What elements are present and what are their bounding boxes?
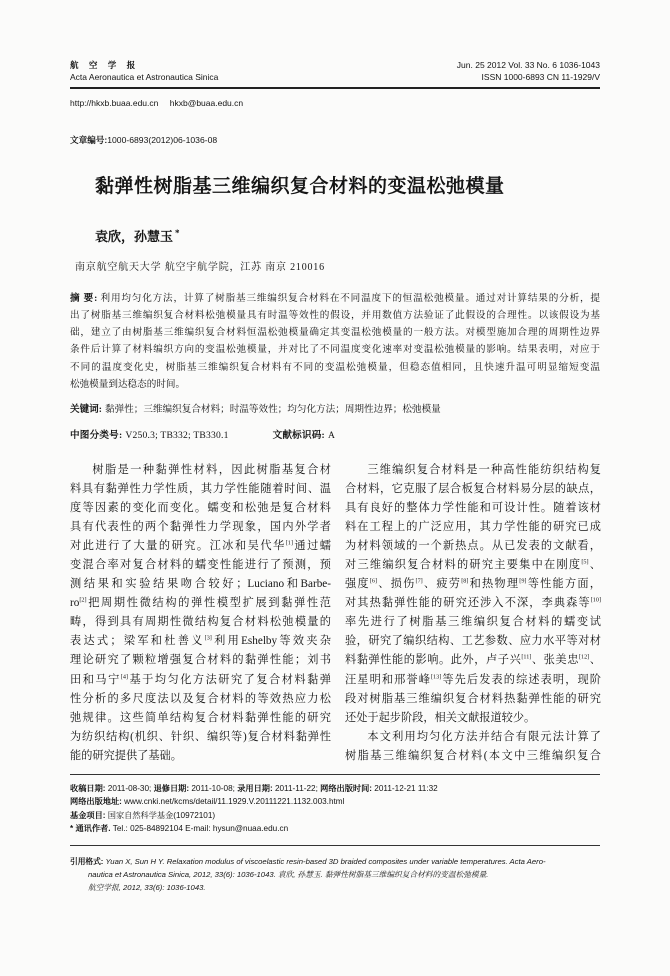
footnote-label: 网络出版地址: bbox=[70, 797, 122, 807]
footnotes-block bbox=[70, 782, 600, 835]
author-names: 袁欣，孙慧玉 bbox=[95, 229, 174, 244]
footnote-label: * 通讯作者. bbox=[70, 823, 111, 833]
footnote-label: 网络出版时间: bbox=[320, 784, 373, 793]
body-text-line: 验，研究了编织结构、工艺参数、应力水平等对材 bbox=[345, 635, 601, 648]
reference-marker[interactable]: [7] bbox=[415, 578, 423, 585]
footnote-label: 基金项目: bbox=[70, 810, 106, 820]
clc-label: 中图分类号: bbox=[70, 430, 123, 441]
footnote-line bbox=[70, 822, 600, 835]
footnote-value: 2011-12-21 11:32 bbox=[372, 784, 438, 793]
clc-group bbox=[70, 430, 229, 441]
reference-marker[interactable]: [9] bbox=[519, 578, 527, 585]
body-text-line: 合材料，它克服了层合板复合材料易分层的缺点， bbox=[345, 482, 601, 495]
reference-marker[interactable]: [12] bbox=[578, 654, 590, 661]
footnote-value: 2011-11-22; bbox=[272, 784, 321, 793]
journal-header-left bbox=[70, 59, 218, 83]
doc-code-value: A bbox=[327, 430, 336, 441]
footnote-line bbox=[70, 809, 600, 822]
body-text-line: 树脂基三维编织复合材料(本文中三维编织复合 bbox=[345, 749, 601, 762]
body-text-line: 本文利用均匀化方法并结合有限元法计算了 bbox=[367, 730, 601, 743]
abstract-label: 摘 要: bbox=[70, 292, 98, 304]
footnote-label: 收稿日期: bbox=[70, 784, 106, 793]
citation-text: 航空学报, 2012, 33(6): 1036-1043. bbox=[88, 883, 206, 893]
reference-marker[interactable]: [13] bbox=[431, 673, 442, 680]
body-text-line: 树脂是一种黏弹性材料，因此树脂基复合材 bbox=[92, 463, 331, 476]
body-text-line: 为材料领域的一个新热点。从已发表的文献看， bbox=[345, 539, 601, 552]
body-text-line: 料在工程上的广泛应用，其力学性能的研究已成 bbox=[345, 520, 601, 533]
body-text-line: 为纺织结构(机织、针织、编织等)复合材料黏弹性 bbox=[70, 730, 331, 743]
citation-line bbox=[70, 868, 605, 881]
reference-marker[interactable]: [8] bbox=[461, 578, 469, 585]
body-text-line: 强度[6]、损伤[7]、疲劳[8]和热物理[9]等性能方面， bbox=[345, 578, 601, 591]
abstract-line: 摘 要: 利用均匀化方法，计算了树脂基三维编织复合材料在不同温度下的恒温松弛模量。通过对计算结果的分析，提 bbox=[70, 292, 600, 304]
paper-title: 黏弹性树脂基三维编织复合材料的变温松弛模量 bbox=[95, 176, 505, 197]
footnote-line bbox=[70, 795, 600, 808]
body-text-line: 能的研究提供了基础。 bbox=[70, 749, 182, 762]
author-line bbox=[95, 227, 180, 247]
journal-name-cn: 航 空 学 报 bbox=[70, 60, 140, 70]
abstract-line: 松弛模量到达稳态的时间。 bbox=[70, 378, 186, 390]
abstract-line: 出了树脂基三维编织复合材料松弛模量具有时温等效性的假设，并用数值方法验证了此假设的合理性。以该假设为基 bbox=[70, 309, 600, 321]
abstract-line: 条件后计算了材料编织方向的变温松弛模量，并对比了不同温度变化速率对变温松弛模量的影响。结果表明，对应于 bbox=[70, 344, 600, 356]
body-text-line: 田和马宁[4]基于均匀化方法研究了复合材料黏弹 bbox=[70, 673, 331, 686]
footnote-value: 2011-08-30; bbox=[105, 784, 154, 793]
header-rule bbox=[70, 87, 600, 89]
body-text-line: 还处于起步阶段，相关文献报道较少。 bbox=[345, 711, 536, 724]
article-number-value: 1000-6893(2012)06-1036-08 bbox=[107, 135, 218, 145]
body-text-line: 汪星明和邢誉峰[13]等先后发表的综述表明，现阶 bbox=[345, 673, 601, 686]
body-text-line: 变混合率对复合材料的蠕变性能进行了预测，预 bbox=[70, 558, 331, 571]
body-text-line: 段对树脂基三维编织复合材料热黏弹性能的研究 bbox=[345, 692, 601, 705]
abstract-block bbox=[70, 290, 600, 394]
footnote-line bbox=[70, 782, 600, 795]
clc-value: V250.3; TB332; TB330.1 bbox=[125, 430, 229, 441]
keywords bbox=[70, 403, 600, 417]
doc-code-label: 文献标识码: bbox=[272, 430, 325, 441]
abstract-line: 不同的温度变化史，树脂基三维编织复合材料有不同的变温松弛模量，但稳态值相同，且快速升温可明显缩短变温 bbox=[70, 361, 600, 373]
body-text-line: 对三维编织复合材料的研究主要集中在刚度[5]、 bbox=[345, 558, 601, 571]
citation-text: nautica et Astronautica Sinica, 2012, 33(6): 1036-1043. 袁欣, 孙慧玉. 黏弹性树脂基三维编织复合材料的变温松弛模量. bbox=[88, 870, 489, 880]
citation-line bbox=[70, 881, 605, 894]
classification-line bbox=[70, 429, 600, 443]
corresponding-author-mark: * bbox=[175, 227, 180, 238]
reference-marker[interactable]: [6] bbox=[369, 578, 378, 585]
footnote-value: Tel.: 025-84892104 E-mail: hysun@nuaa.edu.cn bbox=[110, 823, 289, 833]
keywords-text: 黏弹性；三维编织复合材料；时温等效性；均匀化方法；周期性边界；松弛模量 bbox=[104, 404, 441, 415]
reference-marker[interactable]: [2] bbox=[79, 597, 87, 604]
journal-url-link[interactable]: http://hkxb.buaa.edu.cn bbox=[70, 98, 159, 108]
footnote-label: 录用日期: bbox=[237, 784, 273, 793]
reference-marker[interactable]: [5] bbox=[581, 559, 589, 566]
footnote-value: 国家自然科学基金(10972101) bbox=[105, 810, 216, 820]
journal-name-en: Acta Aeronautica et Astronautica Sinica bbox=[70, 72, 219, 82]
affiliation: 南京航空航天大学 航空宇航学院，江苏 南京 210016 bbox=[75, 262, 325, 273]
journal-header-right bbox=[457, 59, 600, 83]
journal-email-link[interactable]: hkxb@buaa.edu.cn bbox=[169, 98, 244, 108]
body-text-line: 对此进行了大量的研究。江冰和吴代华[1]通过蠕 bbox=[70, 539, 331, 552]
reference-marker[interactable]: [4] bbox=[120, 673, 128, 680]
footnote-label: 退修日期: bbox=[153, 784, 190, 793]
body-text-line: ro[2]把周期性微结构的弹性模型扩展到黏弹性范 bbox=[70, 597, 331, 610]
body-column-left bbox=[70, 461, 331, 767]
citation-block bbox=[70, 855, 605, 895]
reference-marker[interactable]: [11] bbox=[521, 654, 532, 661]
article-number bbox=[70, 134, 217, 147]
issue-info: Jun. 25 2012 Vol. 33 No. 6 1036-1043 bbox=[456, 60, 600, 70]
reference-marker[interactable]: [10] bbox=[590, 597, 601, 604]
footnote-value: www.cnki.net/kcms/detail/11.1929.V.20111221.1132.003.html bbox=[121, 797, 345, 807]
citation-label: 引用格式: bbox=[70, 857, 104, 866]
doc-code-group bbox=[273, 430, 336, 441]
footnote-value: 2011-10-08; bbox=[189, 784, 238, 793]
citation-rule bbox=[70, 845, 600, 846]
journal-contact bbox=[70, 97, 243, 109]
body-text-line: 三维编织复合材料是一种高性能纺织结构复 bbox=[367, 463, 601, 476]
body-text-line: 弛规律。这些简单结构复合材料黏弹性能的研究 bbox=[70, 711, 331, 724]
body-text-line: 对其热黏弹性能的研究还涉入不深，李典森等[10] bbox=[345, 597, 601, 610]
body-text-line: 测结果和实验结果吻合较好；Luciano和Barbe- bbox=[70, 578, 331, 591]
issn-info: ISSN 1000-6893 CN 11-1929/V bbox=[481, 72, 600, 82]
body-text-line: 料黏弹性能的影响。此外，卢子兴[11]、张美忠[12]、 bbox=[345, 654, 601, 667]
citation-text: Yuan X, Sun H Y. Relaxation modulus of viscoelastic resin-based 3D braided composites under variable temperatures. Acta Aero- bbox=[105, 857, 546, 866]
abstract-line: 础，建立了由树脂基三维编织复合材料恒温松弛模量确定其变温松弛模量的一般方法。对模型施加合理的周期性边界 bbox=[70, 327, 600, 339]
reference-marker[interactable]: [1] bbox=[285, 540, 293, 547]
keywords-label: 关键词: bbox=[70, 404, 102, 415]
body-text-line: 具有良好的整体力学性能和可设计性。随着该材 bbox=[345, 501, 601, 514]
body-text-line: 度等因素的变化而变化。蠕变和松弛是复合材料 bbox=[70, 501, 331, 514]
body-column-right bbox=[345, 461, 601, 767]
citation-line bbox=[70, 855, 605, 868]
reference-marker[interactable]: [3] bbox=[204, 635, 212, 642]
article-number-label: 文章编号: bbox=[70, 135, 108, 145]
body-text-line: 表达式；梁军和杜善义[3]利用Eshelby等效夹杂 bbox=[70, 635, 331, 648]
body-text-line: 性分析的多尺度法以及复合材料的等效热应力松 bbox=[70, 692, 331, 705]
footnote-rule bbox=[70, 774, 600, 775]
body-text-line: 理论研究了颗粒增强复合材料的黏弹性能；刘书 bbox=[70, 654, 331, 667]
body-text-line: 畴，得到具有周期性微结构复合材料松弛模量的 bbox=[70, 616, 331, 629]
body-text-line: 料具有黏弹性力学性质，其力学性能随着时间、温 bbox=[70, 482, 331, 495]
body-text-line: 具有代表性的两个黏弹性力学现象，国内外学者 bbox=[70, 520, 331, 533]
body-text-line: 率先进行了树脂基三维编织复合材料的蠕变试 bbox=[345, 616, 601, 629]
